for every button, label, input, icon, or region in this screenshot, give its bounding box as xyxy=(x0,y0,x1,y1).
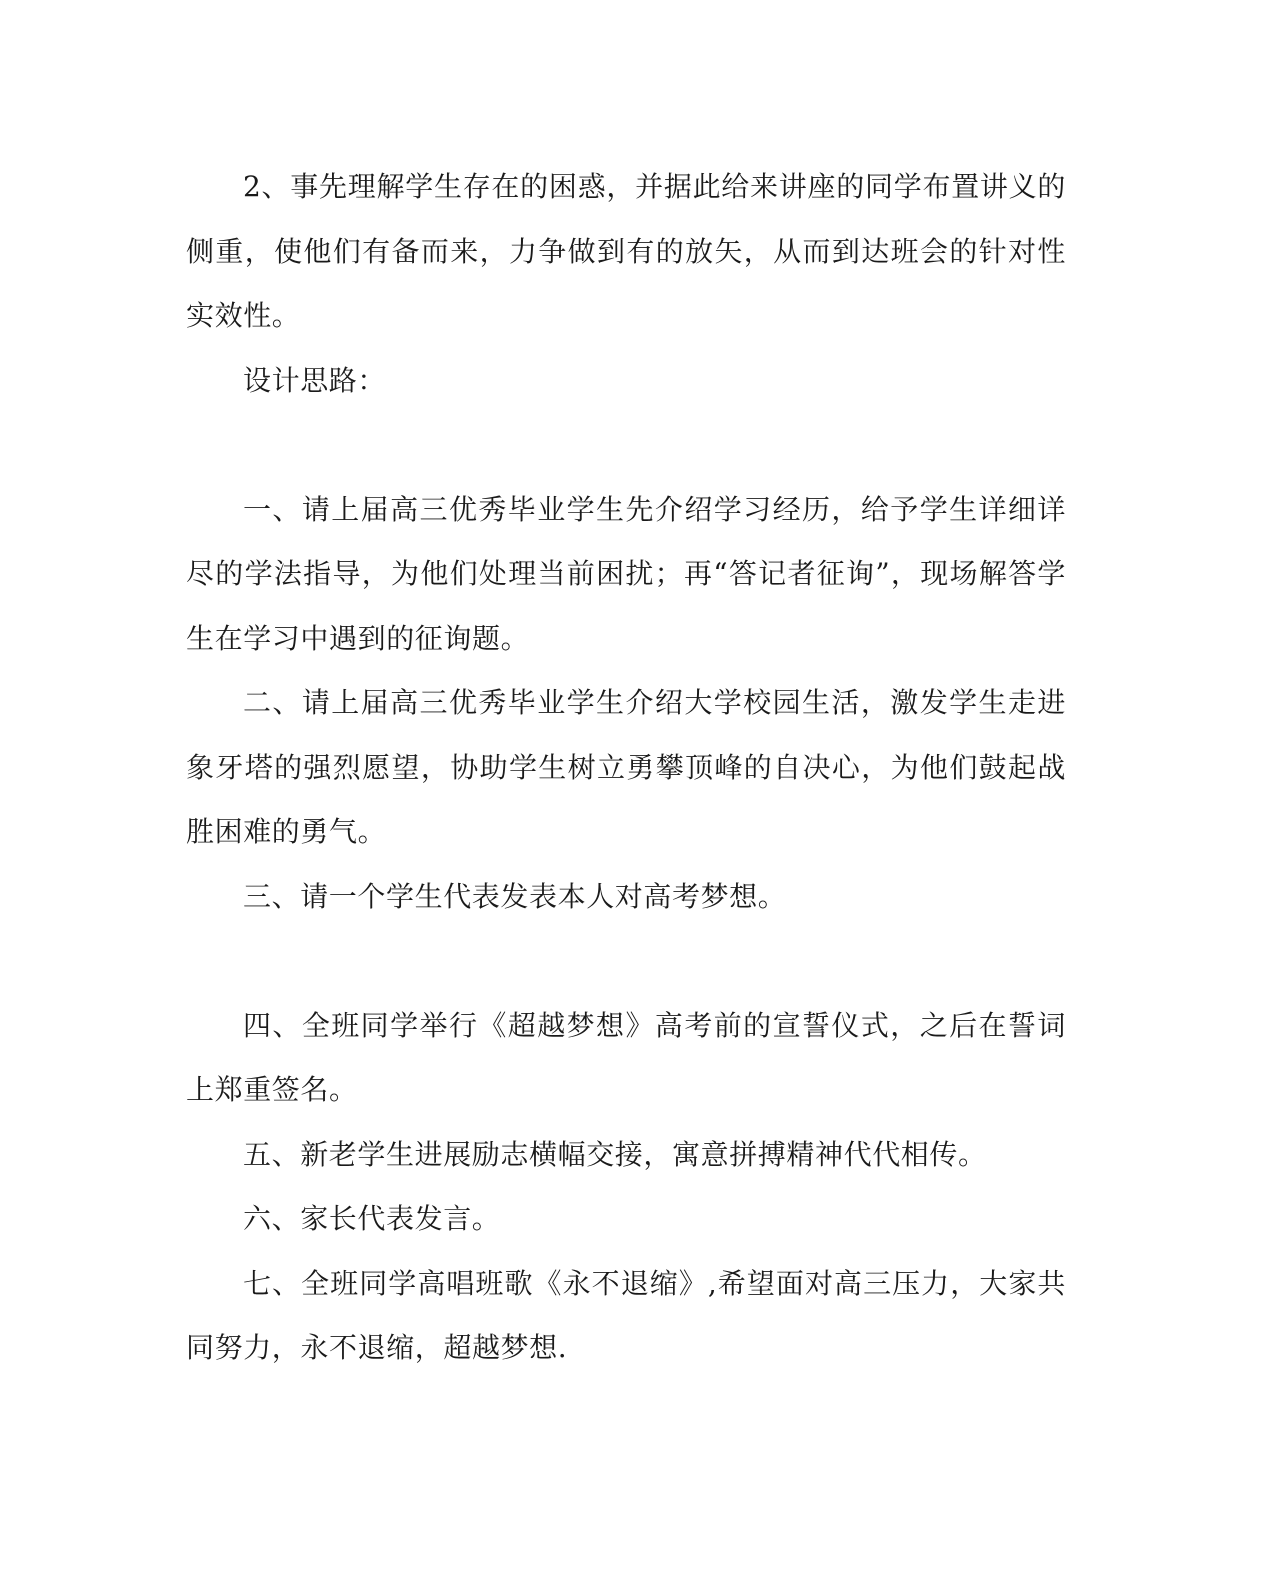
document-body xyxy=(186,155,1066,1381)
paragraph-step-5: 五、新老学生进展励志横幅交接，寓意拼搏精神代代相传。 xyxy=(243,1137,987,1171)
paragraph-step-4: 四、全班同学举行《超越梦想》高考前的宣誓仪式，之后在誓词上郑重签名。 xyxy=(186,1008,1066,1106)
paragraph-step-2: 二、请上届高三优秀毕业学生介绍大学校园生活，激发学生走进象牙塔的强烈愿望，协助学生树立勇攀顶峰的自决心，为他们鼓起战胜困难的勇气。 xyxy=(186,686,1066,848)
paragraph-step-1: 一、请上届高三优秀毕业学生先介绍学习经历，给予学生详细详尽的学法指导，为他们处理当前困扰；再“答记者征询”，现场解答学生在学习中遇到的征询题。 xyxy=(186,492,1066,655)
paragraph-step-6: 六、家长代表发言。 xyxy=(243,1202,501,1235)
blank-line xyxy=(186,413,1066,478)
paragraph-preparation-2: 2、事先理解学生存在的困惑，并据此给来讲座的同学布置讲义的侧重，使他们有备而来，力争做到有的放矢，从而到达班会的针对性实效性。 xyxy=(186,170,1066,332)
blank-line xyxy=(186,929,1066,994)
paragraph-step-7: 七、全班同学高唱班歌《永不退缩》,希望面对高三压力，大家共同努力，永不退缩，超越梦想. xyxy=(186,1266,1066,1364)
paragraph-step-3: 三、请一个学生代表发表本人对高考梦想。 xyxy=(243,879,787,913)
paragraph-design-heading: 设计思路： xyxy=(243,363,387,397)
